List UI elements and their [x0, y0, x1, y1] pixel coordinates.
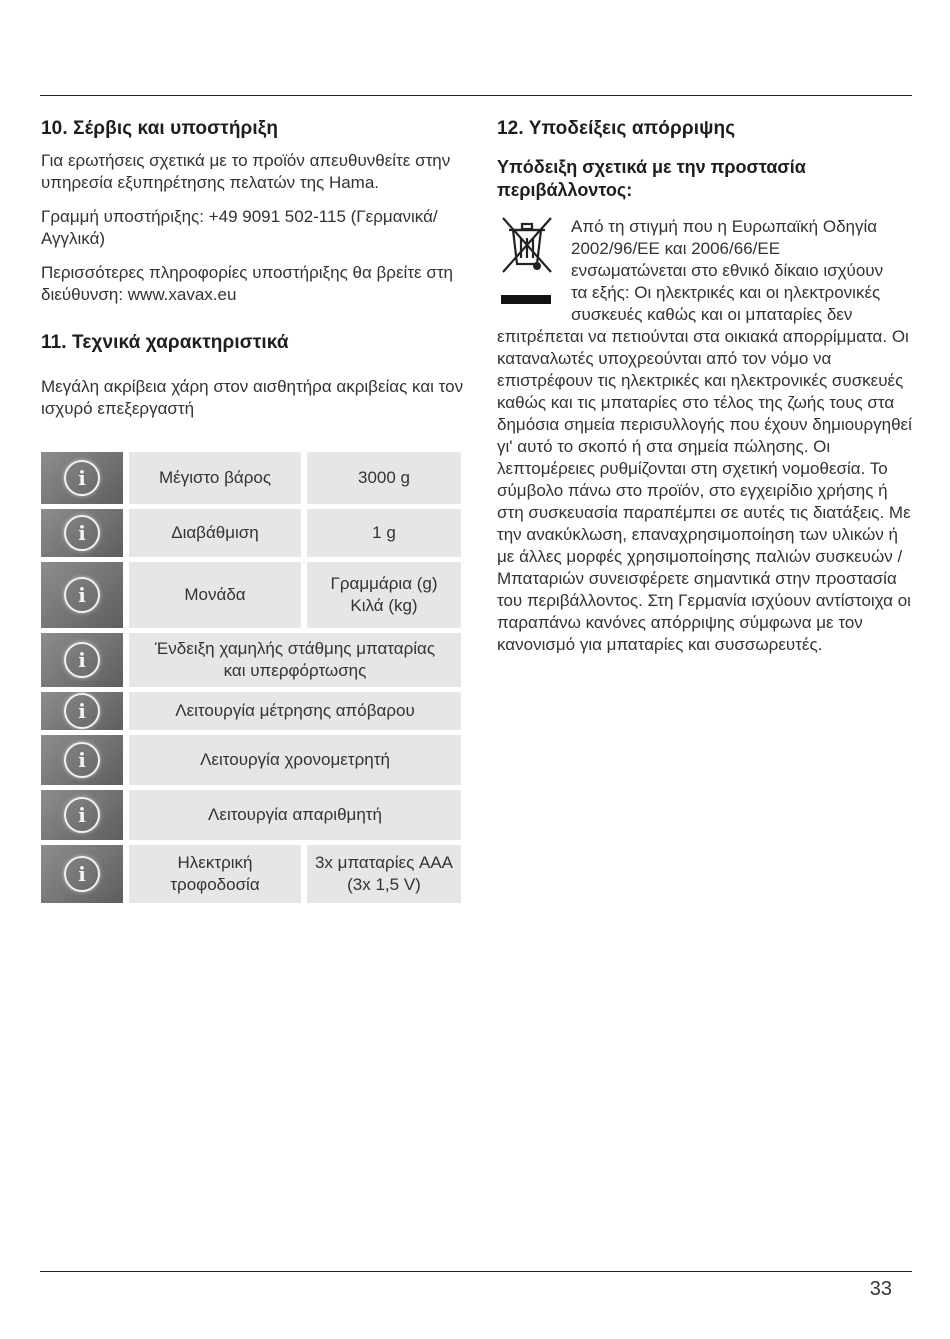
- spec-label: Λειτουργία απαριθμητή: [129, 790, 461, 840]
- spec-row: [41, 452, 461, 504]
- environment-body: επιτρέπεται να πετιούνται στα οικιακά απορρίμματα. Οι καταναλωτές υποχρεούνται από τον νόμο να επιστρέφουν τις ηλεκτρικές και ηλεκτρονικές συσκευές καθώς και τις μπαταρίες στο τέλος της ζωής τους στα δημόσια σημεία περισυλλογής που έχουν δημιουργηθεί γι' αυτό το σκοπό ή στα σημεία πώλησης. Οι λεπτομέρειες ρυθμίζονται στη σχετική νομοθεσία. Το σύμβολο πάνω στο προϊόν, στο εγχειρίδιο χρήσης ή στη συσκευασία παραπέμπει σε αυτές τις διατάξεις. Με την ανακύκλωση, επαναχρησιμοποίηση των υλικών ή με άλλες μορφές χρησιμοποίησης παλιών συσκευών / Μπαταριών συνεισφέρετε σημαντικά στην προστασία του περιβάλλοντος. Στη Γερμανία ισχύουν αντίστοιχα οι παραπάνω κανόνες απόρριψης σύμφωνα με τον κανονισμό για μπαταρίες και συσσωρευτές.: [497, 327, 912, 654]
- environment-lines: [497, 216, 917, 326]
- env-line: 2002/96/EE και 2006/66/EE: [571, 239, 781, 258]
- spec-value: Γραμμάρια (g) Κιλά (kg): [307, 562, 461, 628]
- env-line: συσκευές καθώς και οι μπαταρίες δεν: [571, 305, 853, 324]
- env-line: τα εξής: Οι ηλεκτρικές και οι ηλεκτρονικές: [571, 283, 881, 302]
- service-heading: 10. Σέρβις και υποστήριξη: [41, 118, 279, 139]
- service-para-3: Περισσότερες πληροφορίες υποστήριξης θα βρείτε στη διεύθυνση: www.xavax.eu: [41, 263, 454, 304]
- spec-row: [41, 562, 461, 628]
- spec-value: 3000 g: [307, 452, 461, 504]
- info-icon: i: [41, 633, 123, 687]
- right-column: [497, 118, 917, 668]
- spec-row: [41, 692, 461, 730]
- service-para-1: Για ερωτήσεις σχετικά με το προϊόν απευθυνθείτε στην υπηρεσία εξυπηρέτησης πελατών της Hama.: [41, 151, 451, 192]
- spec-label: Λειτουργία χρονομετρητή: [129, 735, 461, 785]
- spec-row: [41, 735, 461, 785]
- spec-label: Μονάδα: [129, 562, 301, 628]
- service-para-2: Γραμμή υποστήριξης: +49 9091 502-115 (Γερμανικά/Αγγλικά): [41, 207, 438, 248]
- spec-label: Λειτουργία μέτρησης απόβαρου: [129, 692, 461, 730]
- tech-intro: Μεγάλη ακρίβεια χάρη στον αισθητήρα ακριβείας και τον ισχυρό επεξεργαστή: [41, 377, 464, 418]
- env-line: Από τη στιγμή που η Ευρωπαϊκή Οδηγία: [571, 217, 878, 236]
- spec-row: [41, 509, 461, 557]
- bottom-rule: [40, 1271, 912, 1272]
- spec-table: [41, 452, 461, 908]
- info-icon: i: [41, 735, 123, 785]
- info-icon: i: [41, 562, 123, 628]
- environment-subheading: Υπόδειξη σχετικά με την προστασία περιβάλλοντος:: [497, 157, 806, 200]
- info-icon: i: [41, 692, 123, 730]
- top-rule: [40, 95, 912, 96]
- page-number: 33: [869, 1278, 892, 1300]
- crossed-out-wheelie-bin-icon: [497, 216, 557, 308]
- left-column: [41, 118, 471, 432]
- tech-heading: 11. Τεχνικά χαρακτηριστικά: [41, 332, 289, 353]
- environment-notice: [497, 216, 917, 656]
- spec-row: [41, 633, 461, 687]
- spec-label: Ηλεκτρική τροφοδοσία: [129, 845, 301, 903]
- info-icon: i: [41, 845, 123, 903]
- info-icon: i: [41, 509, 123, 557]
- info-icon: i: [41, 452, 123, 504]
- disposal-heading: 12. Υποδείξεις απόρριψης: [497, 118, 736, 139]
- spec-row: [41, 845, 461, 903]
- spec-value: 3x μπαταρίες AAA (3x 1,5 V): [307, 845, 461, 903]
- spec-label: Διαβάθμιση: [129, 509, 301, 557]
- spec-label: Ένδειξη χαμηλής στάθμης μπαταρίας και υπερφόρτωσης: [129, 633, 461, 687]
- info-icon: i: [41, 790, 123, 840]
- spec-value: 1 g: [307, 509, 461, 557]
- spec-row: [41, 790, 461, 840]
- env-line: ενσωματώνεται στο εθνικό δίκαιο ισχύουν: [571, 261, 884, 280]
- spec-label: Μέγιστο βάρος: [129, 452, 301, 504]
